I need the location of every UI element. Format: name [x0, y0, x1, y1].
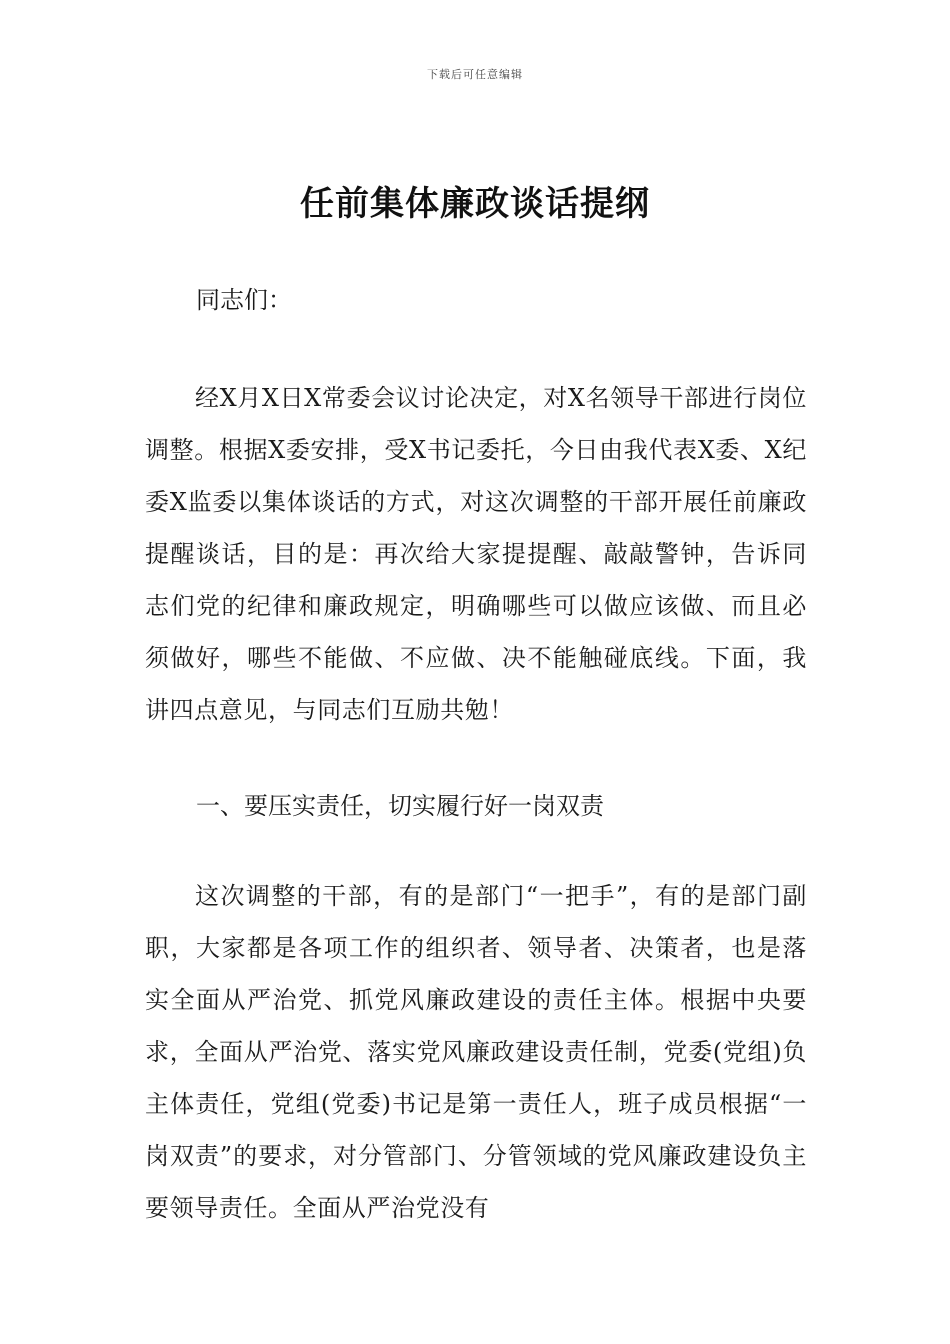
paragraph-responsibility: 这次调整的干部，有的是部门“一把手”，有的是部门副职，大家都是各项工作的组织者、领导者、决策者，也是落实全面从严治党、抓党风廉政建设的责任主体。根据中央要求，全面从严治党、落实党风廉政建设责任制，党委(党组)负主体责任，党组(党委)书记是第一责任人，班子成员根据“一岗双责”的要求，对分管部门、分管领域的党风廉政建设负主要领导责任。全面从严治党没有	[145, 882, 807, 1222]
document-title: 任前集体廉政谈话提纲	[300, 184, 650, 224]
salutation: 同志们：	[196, 286, 292, 314]
paragraph-intro: 经X月X日X常委会议讨论决定，对X名领导干部进行岗位调整。根据X委安排，受X书记委托，今日由我代表X委、X纪委X监委以集体谈话的方式，对这次调整的干部开展任前廉政提醒谈话，目的是：再次给大家提提醒、敲敲警钟，告诉同志们党的纪律和廉政规定，明确哪些可以做应该做、而且必须做好，哪些不能做、不应做、决不能触碰底线。下面，我讲四点意见，与同志们互励共勉！	[145, 384, 807, 724]
page-header-note: 下载后可任意编辑	[427, 68, 523, 81]
section-heading-1: 一、要压实责任，切实履行好一岗双责	[196, 792, 604, 820]
